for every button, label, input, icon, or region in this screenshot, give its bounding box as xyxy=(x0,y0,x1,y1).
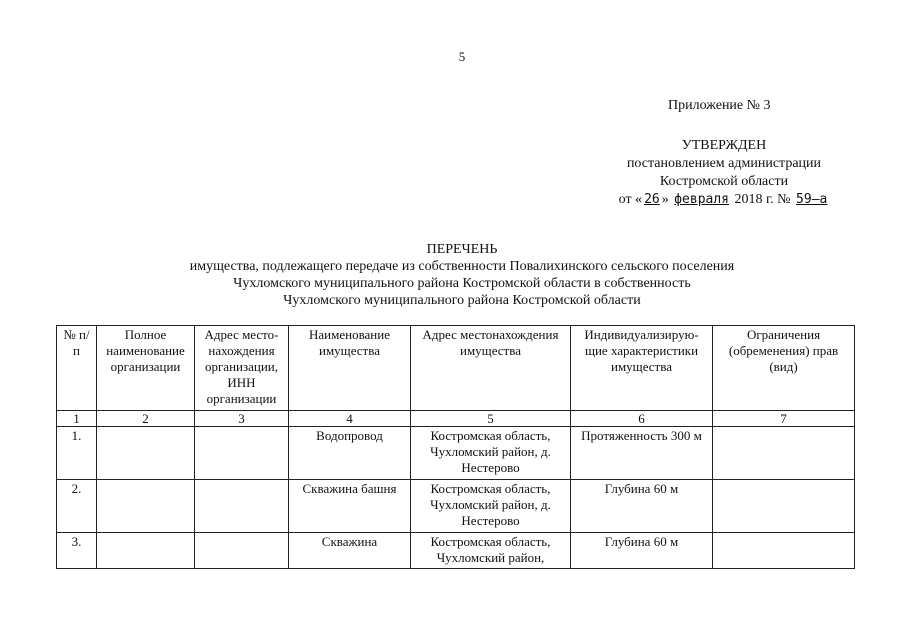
column-number: 7 xyxy=(713,411,855,427)
title-line-3: Чухломского муниципального района Костромской области xyxy=(283,293,641,308)
org-name-cell xyxy=(97,427,195,480)
restrictions-cell xyxy=(713,427,855,480)
header-org-name: Полное наименование организации xyxy=(97,326,195,411)
decree-month: февраля xyxy=(674,192,730,207)
asset-name-cell: Скважина башня xyxy=(289,480,411,533)
column-number: 6 xyxy=(571,411,713,427)
org-name-cell xyxy=(97,480,195,533)
column-number: 2 xyxy=(97,411,195,427)
approval-line-1: постановлением администрации xyxy=(626,156,822,171)
header-restrictions: Ограничения (обременения) прав (вид) xyxy=(713,326,855,411)
org-address-cell xyxy=(195,480,289,533)
approval-line-2: Костромской области xyxy=(659,174,789,189)
decree-year: 2018 г. № xyxy=(734,192,791,207)
title-heading: ПЕРЕЧЕНЬ xyxy=(426,242,498,257)
table-row xyxy=(57,480,855,533)
header-asset-name: Наименование имущества xyxy=(289,326,411,411)
document-title xyxy=(0,241,903,309)
asset-name-cell: Водопровод xyxy=(289,427,411,480)
column-number: 5 xyxy=(411,411,571,427)
date-prefix: от « xyxy=(618,192,643,207)
asset-address-cell: Костромская область, Чухломский район, xyxy=(411,533,571,569)
restrictions-cell xyxy=(713,480,855,533)
org-address-cell xyxy=(195,427,289,480)
row-number: 3. xyxy=(57,533,97,569)
asset-address-cell: Костромская область, Чухломский район, д. Нестерово xyxy=(411,480,571,533)
characteristics-cell: Протяженность 300 м xyxy=(571,427,713,480)
decree-number: 59–а xyxy=(796,192,828,207)
decree-day: 26 xyxy=(644,192,660,207)
title-line-2: Чухломского муниципального района Костромской области в собственность xyxy=(233,276,691,291)
org-address-cell xyxy=(195,533,289,569)
decree-date-line xyxy=(600,191,848,209)
header-asset-address: Адрес местонахождения имущества xyxy=(411,326,571,411)
column-number: 1 xyxy=(57,411,97,427)
date-close: » xyxy=(661,192,669,207)
header-number: № п/п xyxy=(57,326,97,411)
table-header-row xyxy=(57,326,855,411)
column-number: 4 xyxy=(289,411,411,427)
approval-heading: УТВЕРЖДЕН xyxy=(681,138,767,153)
characteristics-cell: Глубина 60 м xyxy=(571,533,713,569)
column-number: 3 xyxy=(195,411,289,427)
table-row xyxy=(57,533,855,569)
appendix-label: Приложение № 3 xyxy=(668,98,771,113)
asset-name-cell: Скважина xyxy=(289,533,411,569)
header-characteristics: Индивидуализирую-щие характеристики имущества xyxy=(571,326,713,411)
asset-address-cell: Костромская область, Чухломский район, д. Нестерово xyxy=(411,427,571,480)
row-number: 2. xyxy=(57,480,97,533)
table-row xyxy=(57,427,855,480)
org-name-cell xyxy=(97,533,195,569)
header-org-address: Адрес место-нахождения организации, ИНН организации xyxy=(195,326,289,411)
row-number: 1. xyxy=(57,427,97,480)
approval-block xyxy=(600,137,848,209)
column-number-row xyxy=(57,411,855,427)
title-line-1: имущества, подлежащего передаче из собственности Повалихинского сельского поселения xyxy=(189,259,735,274)
restrictions-cell xyxy=(713,533,855,569)
asset-table xyxy=(56,325,855,569)
characteristics-cell: Глубина 60 м xyxy=(571,480,713,533)
page-number: 5 xyxy=(458,49,466,64)
